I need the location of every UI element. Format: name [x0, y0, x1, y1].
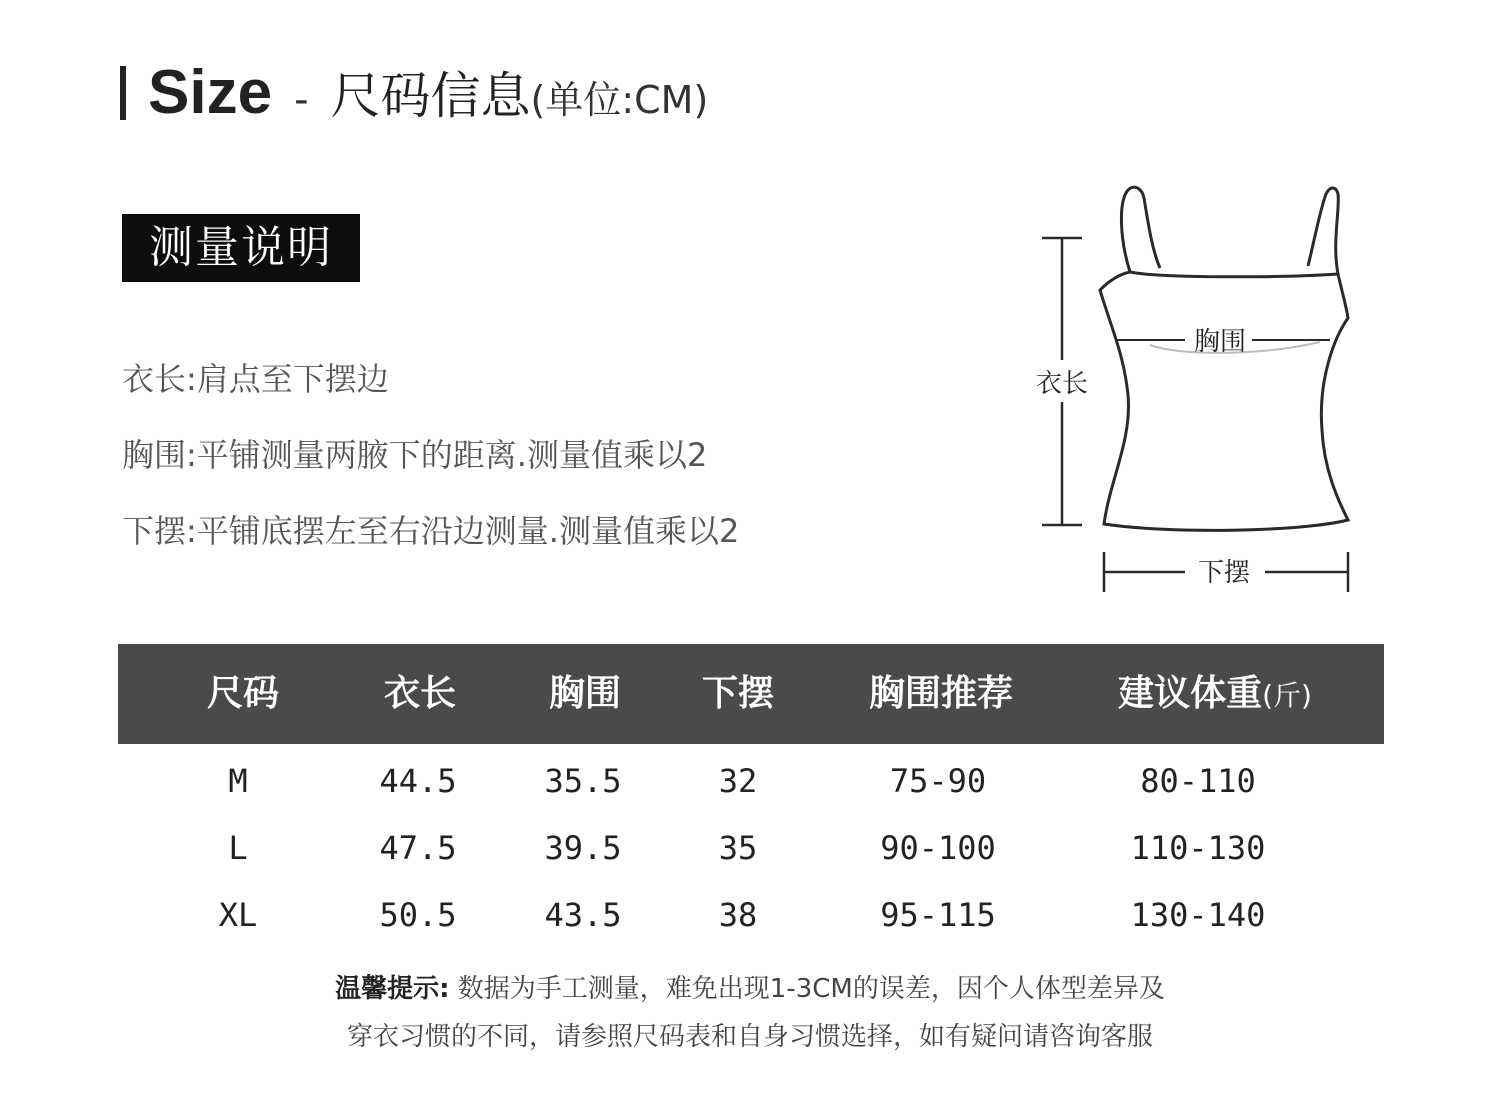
cell-chest: 43.5: [544, 896, 622, 934]
cell-chest: 39.5: [544, 829, 622, 867]
title-english: Size: [148, 58, 273, 127]
title-chinese: 尺码信息: [330, 67, 531, 125]
cell-length: 44.5: [379, 762, 457, 800]
camisole-diagram: [1020, 180, 1380, 600]
chest-label: 胸围: [1193, 327, 1247, 357]
title-separator: -: [294, 77, 309, 123]
tip-prefix: 温馨提示:: [335, 974, 450, 1004]
tip-text-1: 数据为手工测量，难免出现1-3CM的误差，因个人体型差异及: [449, 974, 1165, 1004]
cell-chest-recommend: 90-100: [880, 829, 996, 867]
header-chest-recommend: 胸围推荐: [868, 673, 1013, 714]
right-strap: [1308, 188, 1338, 274]
title-accent-bar: [120, 66, 126, 120]
header-weight-unit: (斤): [1262, 679, 1312, 712]
title-unit: (单位:CM): [530, 78, 709, 122]
header-chest: 胸围: [548, 673, 621, 714]
cell-hem: 38: [718, 896, 758, 934]
size-table-header: [118, 644, 1384, 744]
cell-length: 50.5: [379, 896, 457, 934]
table-row: [118, 884, 1384, 946]
header-length: 衣长: [383, 673, 456, 714]
hem-label: 下摆: [1197, 558, 1251, 588]
cell-size: L: [228, 829, 248, 867]
cell-size: XL: [218, 896, 258, 934]
table-row: [118, 750, 1384, 812]
cell-chest-recommend: 95-115: [880, 896, 996, 934]
header-size: 尺码: [206, 673, 279, 714]
length-label: 衣长: [1035, 369, 1089, 399]
cell-hem: 32: [718, 762, 758, 800]
tip-line-1: [0, 968, 1500, 1005]
table-row: [118, 817, 1384, 879]
cell-weight: 80-110: [1140, 762, 1256, 800]
header-hem: 下摆: [701, 673, 774, 714]
tip-line-2: 穿衣习惯的不同，请参照尺码表和自身习惯选择，如有疑问请咨询客服: [346, 1022, 1153, 1052]
cell-chest: 35.5: [544, 762, 622, 800]
camisole-body: [1100, 272, 1348, 530]
cell-length: 47.5: [379, 829, 457, 867]
description-chest: 胸围:平铺测量两腋下的距离.测量值乘以2: [122, 436, 708, 474]
measurement-section-label: 测量说明: [122, 214, 360, 282]
left-strap: [1121, 187, 1160, 272]
header-weight-label: 建议体重: [1118, 673, 1263, 714]
cell-size: M: [228, 762, 248, 800]
cell-hem: 35: [718, 829, 758, 867]
description-hem: 下摆:平铺底摆左至右沿边测量.测量值乘以2: [122, 512, 740, 550]
header-weight: [1098, 644, 1332, 744]
cell-weight: 110-130: [1130, 829, 1266, 867]
description-length: 衣长:肩点至下摆边: [122, 360, 389, 398]
cell-weight: 130-140: [1130, 896, 1266, 934]
cell-chest-recommend: 75-90: [889, 762, 987, 800]
page-title: [148, 56, 708, 132]
